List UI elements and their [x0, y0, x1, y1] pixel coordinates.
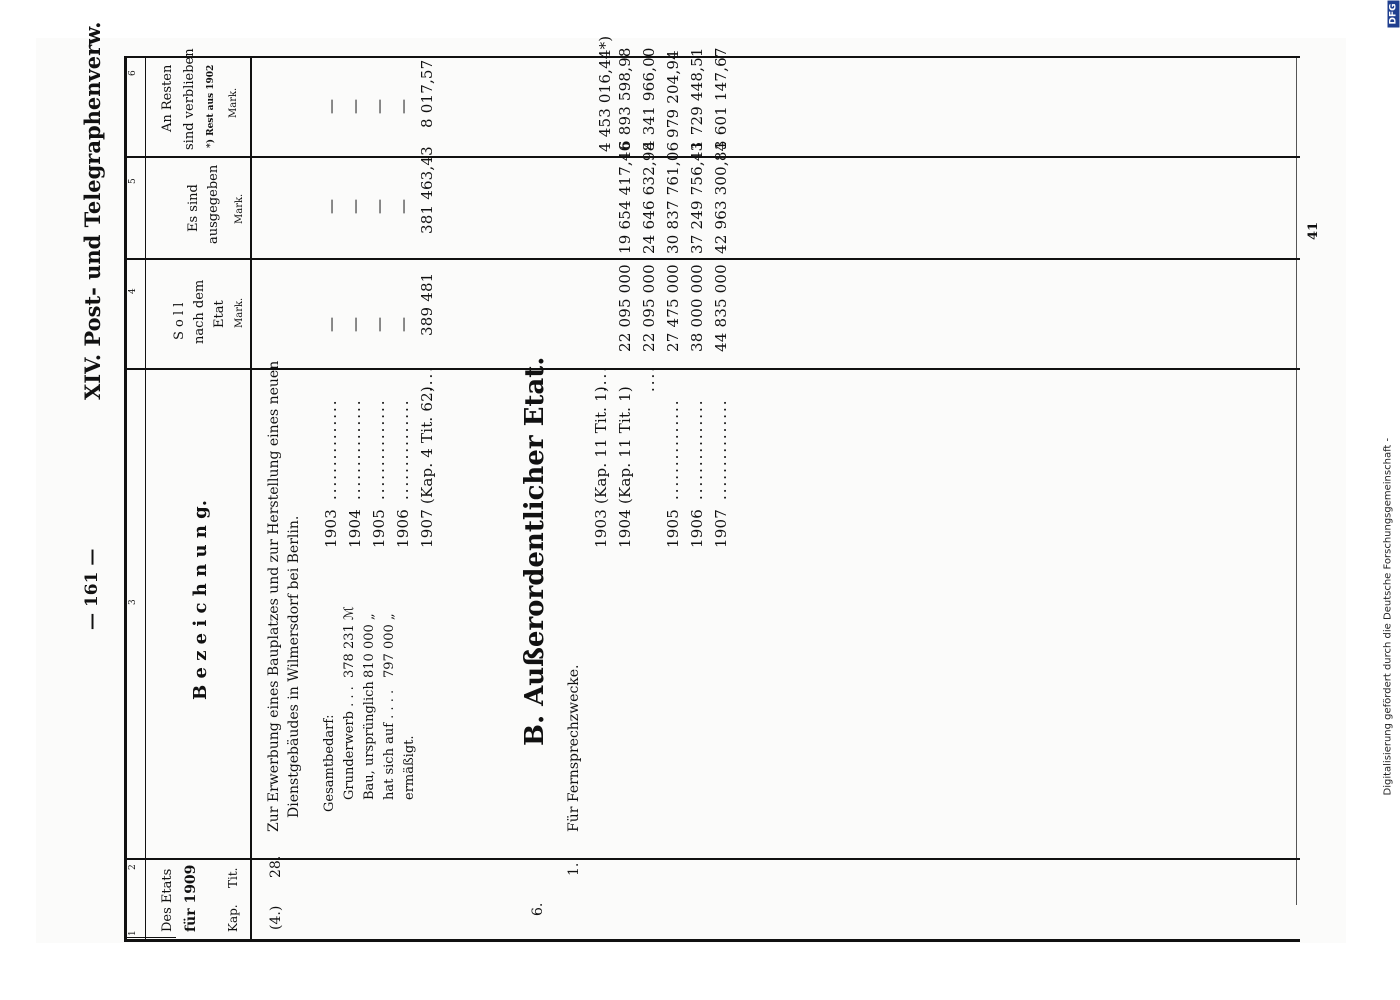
e28-year-1907: 1907 (Kap. 4 Tit. 62) — [418, 386, 436, 548]
sb-soll-1903: 22 095 000 — [616, 264, 634, 352]
entry28-kap: (4.) — [268, 905, 284, 930]
e28-ausg-1903: — — [322, 198, 340, 214]
sb-ausg-1904: 24 646 632,98 — [640, 141, 658, 254]
header-kap: Kap. — [226, 904, 240, 932]
sb-year-1903: 1903 (Kap. 11 Tit. 1) — [592, 386, 610, 548]
entry28-bau: Bau, ursprünglich — [362, 681, 377, 800]
header-bottom-rule — [250, 56, 252, 942]
sb-dots-1904: .... — [640, 364, 658, 392]
colnum-strip-rule — [145, 56, 146, 942]
sb-ausg-1906: 37 249 756,43 — [688, 141, 706, 254]
entry28-tit: 28. — [268, 855, 284, 878]
header-bezeichnung: B e z e i c h n u n g. — [190, 499, 211, 700]
header-reste-2: sind verblieben — [182, 48, 197, 150]
sb-dots-1903: .... — [592, 364, 610, 392]
header-ausgegeben-unit: Mark. — [234, 193, 245, 224]
header-reste-unit: Mark. — [228, 87, 239, 118]
e28-year-1904: 1904 — [346, 509, 364, 548]
e28-soll-1904: — — [346, 316, 364, 332]
entry28-gesamt: Gesamtbedarf: — [322, 714, 337, 812]
header-soll: S o l l — [172, 302, 187, 340]
section-b-tit: 1. — [566, 862, 582, 876]
e28-soll-1907: 389 481 — [418, 272, 436, 336]
sb-reste-1906: 1 729 448,51 — [688, 47, 706, 150]
table-bottom-rule — [1296, 56, 1297, 905]
section-title: XIV. Post- und Telegraphenverw. — [80, 21, 105, 400]
header-fuer-1909: für 1909 — [183, 864, 199, 932]
sb-soll-1907: 44 835 000 — [712, 264, 730, 352]
border-after-soll — [124, 258, 1300, 260]
header-soll-3: Etat — [212, 300, 227, 328]
entry28-desc-1: Zur Erwerbung eines Bauplatzes und zur Herstellung eines neuen — [266, 360, 282, 832]
e28-ausg-1904: — — [346, 198, 364, 214]
colnum-2: 2 — [128, 864, 138, 870]
e28-dots-1904: ............... — [346, 398, 364, 500]
entry28-hat-value: 797 000 „ — [382, 613, 397, 678]
sb-year-1905: 1905 — [664, 509, 682, 548]
sb-reste-1904: 4 341 966,00 — [640, 47, 658, 150]
header-reste-3: *) Rest aus 1902 — [206, 64, 216, 148]
e28-ausg-1905: — — [370, 198, 388, 214]
e28-soll-1903: — — [322, 316, 340, 332]
e28-year-1903: 1903 — [322, 509, 340, 548]
dfg-note-text: Digitalisierung gefördert durch die Deutsche Forschungsgemeinschaft - — [1382, 437, 1394, 796]
sb-soll-1905: 27 475 000 — [664, 264, 682, 352]
border-left — [124, 939, 1300, 942]
colnum-6: 6 — [128, 70, 138, 76]
colnum-1: 1 — [128, 930, 138, 936]
e28-reste-1906: — — [394, 98, 412, 114]
entry28-hat: hat sich auf . . . . — [382, 689, 397, 800]
sb-year-1907: 1907 — [712, 509, 730, 548]
entry28-grund-value: 378 231 ℳ — [342, 606, 357, 678]
dfg-side-note — [1378, 0, 1400, 1000]
table-top-rule — [124, 56, 127, 942]
colnum-3: 3 — [128, 599, 138, 605]
sb-soll-1904: 22 095 000 — [640, 264, 658, 352]
section-b-carry: 4 453 016,44*) — [596, 35, 614, 152]
section-b-heading: B. Außerordentlicher Etat. — [520, 356, 550, 746]
sb-reste-1903: 6 893 598,98 — [616, 47, 634, 150]
col-sep-1-2 — [124, 937, 176, 938]
section-b-kap: 6. — [530, 902, 546, 916]
sb-year-1904: 1904 (Kap. 11 Tit. 1) — [616, 386, 634, 548]
colnum-4: 4 — [128, 288, 138, 294]
page-number: — 161 — — [82, 548, 102, 630]
e28-dots-1905: ............... — [370, 398, 388, 500]
e28-reste-1907: 8 017,57 — [418, 59, 436, 128]
sb-dots-1905: ............... — [664, 398, 682, 500]
sb-ausg-1905: 30 837 761,06 — [664, 141, 682, 254]
entry28-desc-2: Dienstgebäudes in Wilmersdorf bei Berlin. — [286, 515, 302, 818]
e28-reste-1905: — — [370, 98, 388, 114]
border-after-tit — [124, 858, 1300, 860]
header-des-etats: Des Etats — [160, 868, 175, 932]
sb-dots-1907: ............... — [712, 398, 730, 500]
header-soll-2: nach dem — [192, 279, 207, 344]
header-ausgegeben-2: ausgegeben — [206, 164, 221, 244]
e28-ausg-1907: 381 463,43 — [418, 146, 436, 234]
sb-reste-1905: 979 204,94 — [664, 50, 682, 138]
e28-year-1906: 1906 — [394, 509, 412, 548]
header-soll-unit: Mark. — [234, 297, 245, 328]
dfg-logo: DFG — [1388, 0, 1400, 27]
section-b-desc: Für Fernsprechzwecke. — [566, 664, 582, 832]
e28-dots-1907: .... — [418, 364, 436, 392]
sb-soll-1906: 38 000 000 — [688, 264, 706, 352]
sb-dots-1906: ............... — [688, 398, 706, 500]
e28-dots-1903: ............... — [322, 398, 340, 500]
e28-ausg-1906: — — [394, 198, 412, 214]
entry28-grund: Grunderwerb . . . — [342, 686, 357, 800]
border-after-bez — [124, 368, 1300, 370]
sb-year-1906: 1906 — [688, 509, 706, 548]
entry28-bau-value: 810 000 „ — [362, 613, 377, 678]
sb-reste-1907: 3 601 147,67 — [712, 47, 730, 150]
e28-soll-1905: — — [370, 316, 388, 332]
sb-ausg-1903: 19 654 417,46 — [616, 141, 634, 254]
header-tit: Tit. — [226, 867, 240, 888]
e28-reste-1903: — — [322, 98, 340, 114]
entry28-ermaessigt: ermäßigt. — [402, 735, 417, 800]
sb-ausg-1907: 42 963 300,84 — [712, 141, 730, 254]
e28-year-1905: 1905 — [370, 509, 388, 548]
e28-reste-1904: — — [346, 98, 364, 114]
e28-soll-1906: — — [394, 316, 412, 332]
colnum-5: 5 — [128, 178, 138, 184]
e28-dots-1906: ............... — [394, 398, 412, 500]
header-ausgegeben: Es sind — [186, 184, 201, 232]
header-reste: An Resten — [160, 64, 175, 132]
sheet-number: 41 — [1306, 221, 1321, 240]
